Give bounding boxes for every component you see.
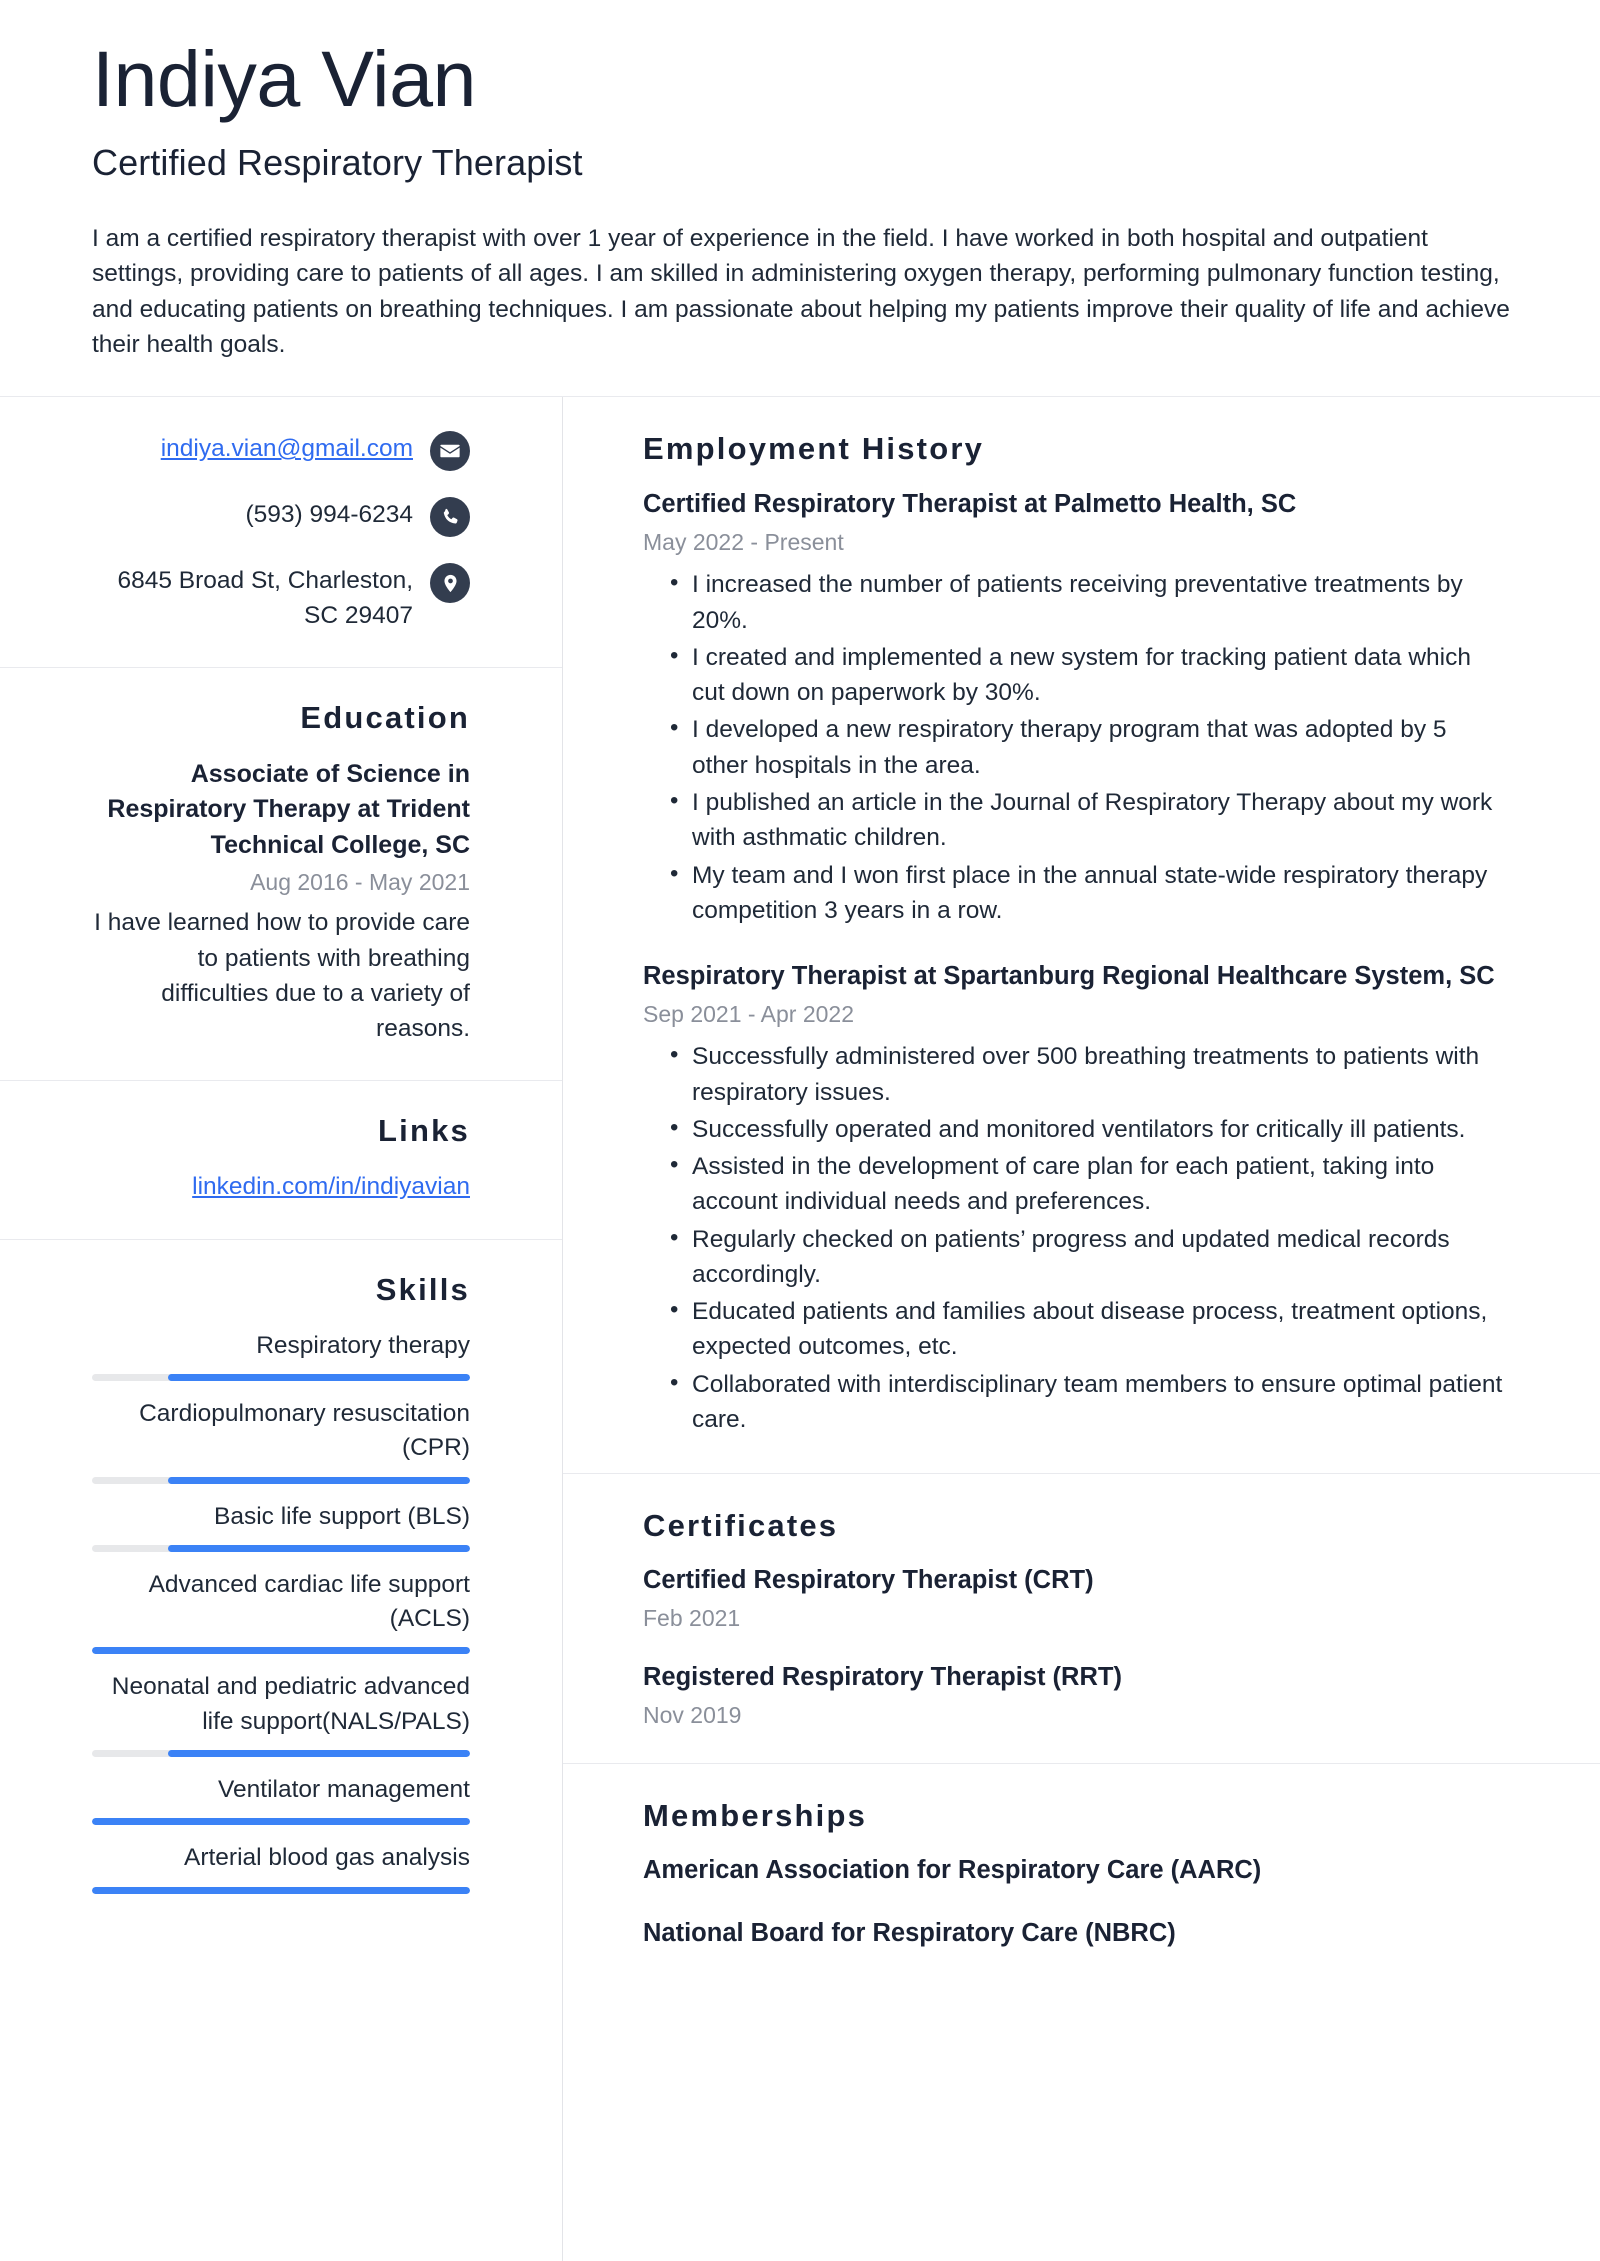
list-item: • I developed a new respiratory therapy program that was adopted by 5 other hospitals in the area.	[643, 712, 1508, 783]
education-description: I have learned how to provide care to patients with breathing difficulties due to a variety of reasons.	[94, 909, 470, 1043]
professional-summary: I am a certified respiratory therapist with over 1 year of experience in the field. I have worked in both hospital and outpatient settings, providing care to patients of all ages. I am skilled in administering oxygen therapy, performing pulmonary function testing, and educating patients on breathing techniques. I am passionate about helping my patients improve their quality of life and achieve their health goals.	[92, 225, 1510, 358]
skill-bar-track	[92, 1750, 470, 1757]
skill-item	[92, 1568, 470, 1655]
list-item: • Successfully operated and monitored ventilators for critically ill patients.	[643, 1112, 1508, 1147]
skill-bar-fill	[168, 1750, 470, 1757]
phone-icon	[430, 497, 470, 537]
employment-job-date: Sep 2021 - Apr 2022	[643, 1001, 854, 1028]
skill-label: Basic life support (BLS)	[214, 1502, 470, 1530]
skill-bar-track	[92, 1647, 470, 1654]
certificate-name: Registered Respiratory Therapist (RRT)	[643, 1662, 1122, 1691]
skill-label: Neonatal and pediatric advanced life support(NALS/PALS)	[111, 1673, 470, 1735]
memberships-section	[563, 1764, 1600, 1986]
employment-history-heading: Employment History	[643, 431, 985, 467]
address-value: 6845 Broad St, Charleston, SC 29407	[117, 567, 413, 629]
skill-item	[92, 1841, 470, 1893]
certificate-date: Feb 2021	[643, 1604, 741, 1631]
skill-item	[92, 1329, 470, 1381]
membership-item: National Board for Respiratory Care (NBRC)	[643, 1919, 1176, 1948]
envelope-icon	[430, 431, 470, 471]
employment-bullet-list	[643, 1039, 1508, 1437]
resume-body	[0, 397, 1600, 2261]
certificate-entry	[643, 1660, 1508, 1729]
skill-label: Ventilator management	[218, 1776, 470, 1804]
list-item: • I increased the number of patients receiving preventative treatments by 20%.	[643, 567, 1508, 638]
skill-label: Cardiopulmonary resuscitation (CPR)	[139, 1399, 470, 1462]
skill-label: Respiratory therapy	[256, 1331, 470, 1359]
skill-label: Advanced cardiac life support (ACLS)	[148, 1570, 470, 1633]
skill-bar-fill	[168, 1545, 470, 1552]
job-title-subheading: Certified Respiratory Therapist	[92, 142, 583, 184]
employment-job-title: Respiratory Therapist at Spartanburg Regional Healthcare System, SC	[643, 962, 1495, 991]
employment-history-section	[563, 397, 1600, 1474]
employment-entry	[643, 486, 1508, 928]
list-item: • Assisted in the development of care plan for each patient, taking into account individual needs and preferences.	[643, 1149, 1508, 1220]
employment-job-title: Certified Respiratory Therapist at Palmetto Health, SC	[643, 490, 1297, 519]
education-section	[0, 668, 562, 1082]
sidebar-column	[0, 397, 563, 2261]
employment-job-date: May 2022 - Present	[643, 529, 844, 556]
list-item: • Regularly checked on patients’ progress and updated medical records accordingly.	[643, 1222, 1508, 1293]
email-value[interactable]: indiya.vian@gmail.com	[160, 435, 413, 463]
skill-bar-fill	[168, 1477, 470, 1484]
contact-section	[0, 397, 562, 668]
skills-section	[0, 1240, 562, 1928]
map-pin-icon	[430, 563, 470, 603]
skill-bar-track	[92, 1477, 470, 1484]
skill-item	[92, 1500, 470, 1552]
education-degree: Associate of Science in Respiratory Therapy at Trident Technical College, SC	[107, 759, 470, 859]
education-date: Aug 2016 - May 2021	[250, 869, 470, 896]
employment-bullet-list	[643, 567, 1508, 928]
contact-row-email[interactable]	[92, 429, 470, 471]
skill-item	[92, 1773, 470, 1825]
resume-header	[0, 0, 1600, 396]
list-item: • I published an article in the Journal of Respiratory Therapy about my work with asthmatic children.	[643, 785, 1508, 856]
list-item: • Successfully administered over 500 breathing treatments to patients with respiratory issues.	[643, 1039, 1508, 1110]
education-entry	[92, 757, 470, 1047]
contact-row-phone[interactable]	[92, 495, 470, 537]
skill-bar-fill	[92, 1818, 470, 1825]
skill-bar-track	[92, 1545, 470, 1552]
membership-item: American Association for Respiratory Care (AARC)	[643, 1855, 1262, 1884]
skill-bar-track	[92, 1818, 470, 1825]
phone-value: (593) 994-6234	[245, 501, 413, 529]
link-item-linkedin[interactable]: linkedin.com/in/indiyavian	[192, 1173, 470, 1201]
skills-heading: Skills	[375, 1271, 470, 1307]
skill-bar-track	[92, 1374, 470, 1381]
skill-item	[92, 1397, 470, 1484]
links-section	[0, 1081, 562, 1239]
skill-label: Arterial blood gas analysis	[184, 1844, 470, 1872]
links-heading: Links	[378, 1113, 470, 1149]
certificate-date: Nov 2019	[643, 1701, 742, 1728]
certificates-heading: Certificates	[643, 1508, 839, 1544]
certificate-entry	[643, 1563, 1508, 1632]
list-item: • I created and implemented a new system for tracking patient data which cut down on paperwork by 30%.	[643, 640, 1508, 711]
employment-entry	[643, 958, 1508, 1437]
skill-bar-fill	[168, 1374, 470, 1381]
certificates-section	[563, 1474, 1600, 1763]
skill-bar-fill	[92, 1887, 470, 1894]
list-item: • Educated patients and families about disease process, treatment options, expected outcomes, etc.	[643, 1294, 1508, 1365]
list-item: • Collaborated with interdisciplinary team members to ensure optimal patient care.	[643, 1367, 1508, 1438]
main-column	[563, 397, 1600, 2261]
skill-item	[92, 1670, 470, 1757]
page-title: Indiya Vian	[92, 34, 476, 123]
certificate-name: Certified Respiratory Therapist (CRT)	[643, 1566, 1094, 1595]
skill-bar-fill	[92, 1647, 470, 1654]
contact-row-address[interactable]	[92, 561, 470, 633]
memberships-heading: Memberships	[643, 1797, 868, 1833]
education-heading: Education	[300, 699, 470, 735]
list-item: • My team and I won first place in the annual state-wide respiratory therapy competition 3 years in a row.	[643, 858, 1508, 929]
skill-bar-track	[92, 1887, 470, 1894]
